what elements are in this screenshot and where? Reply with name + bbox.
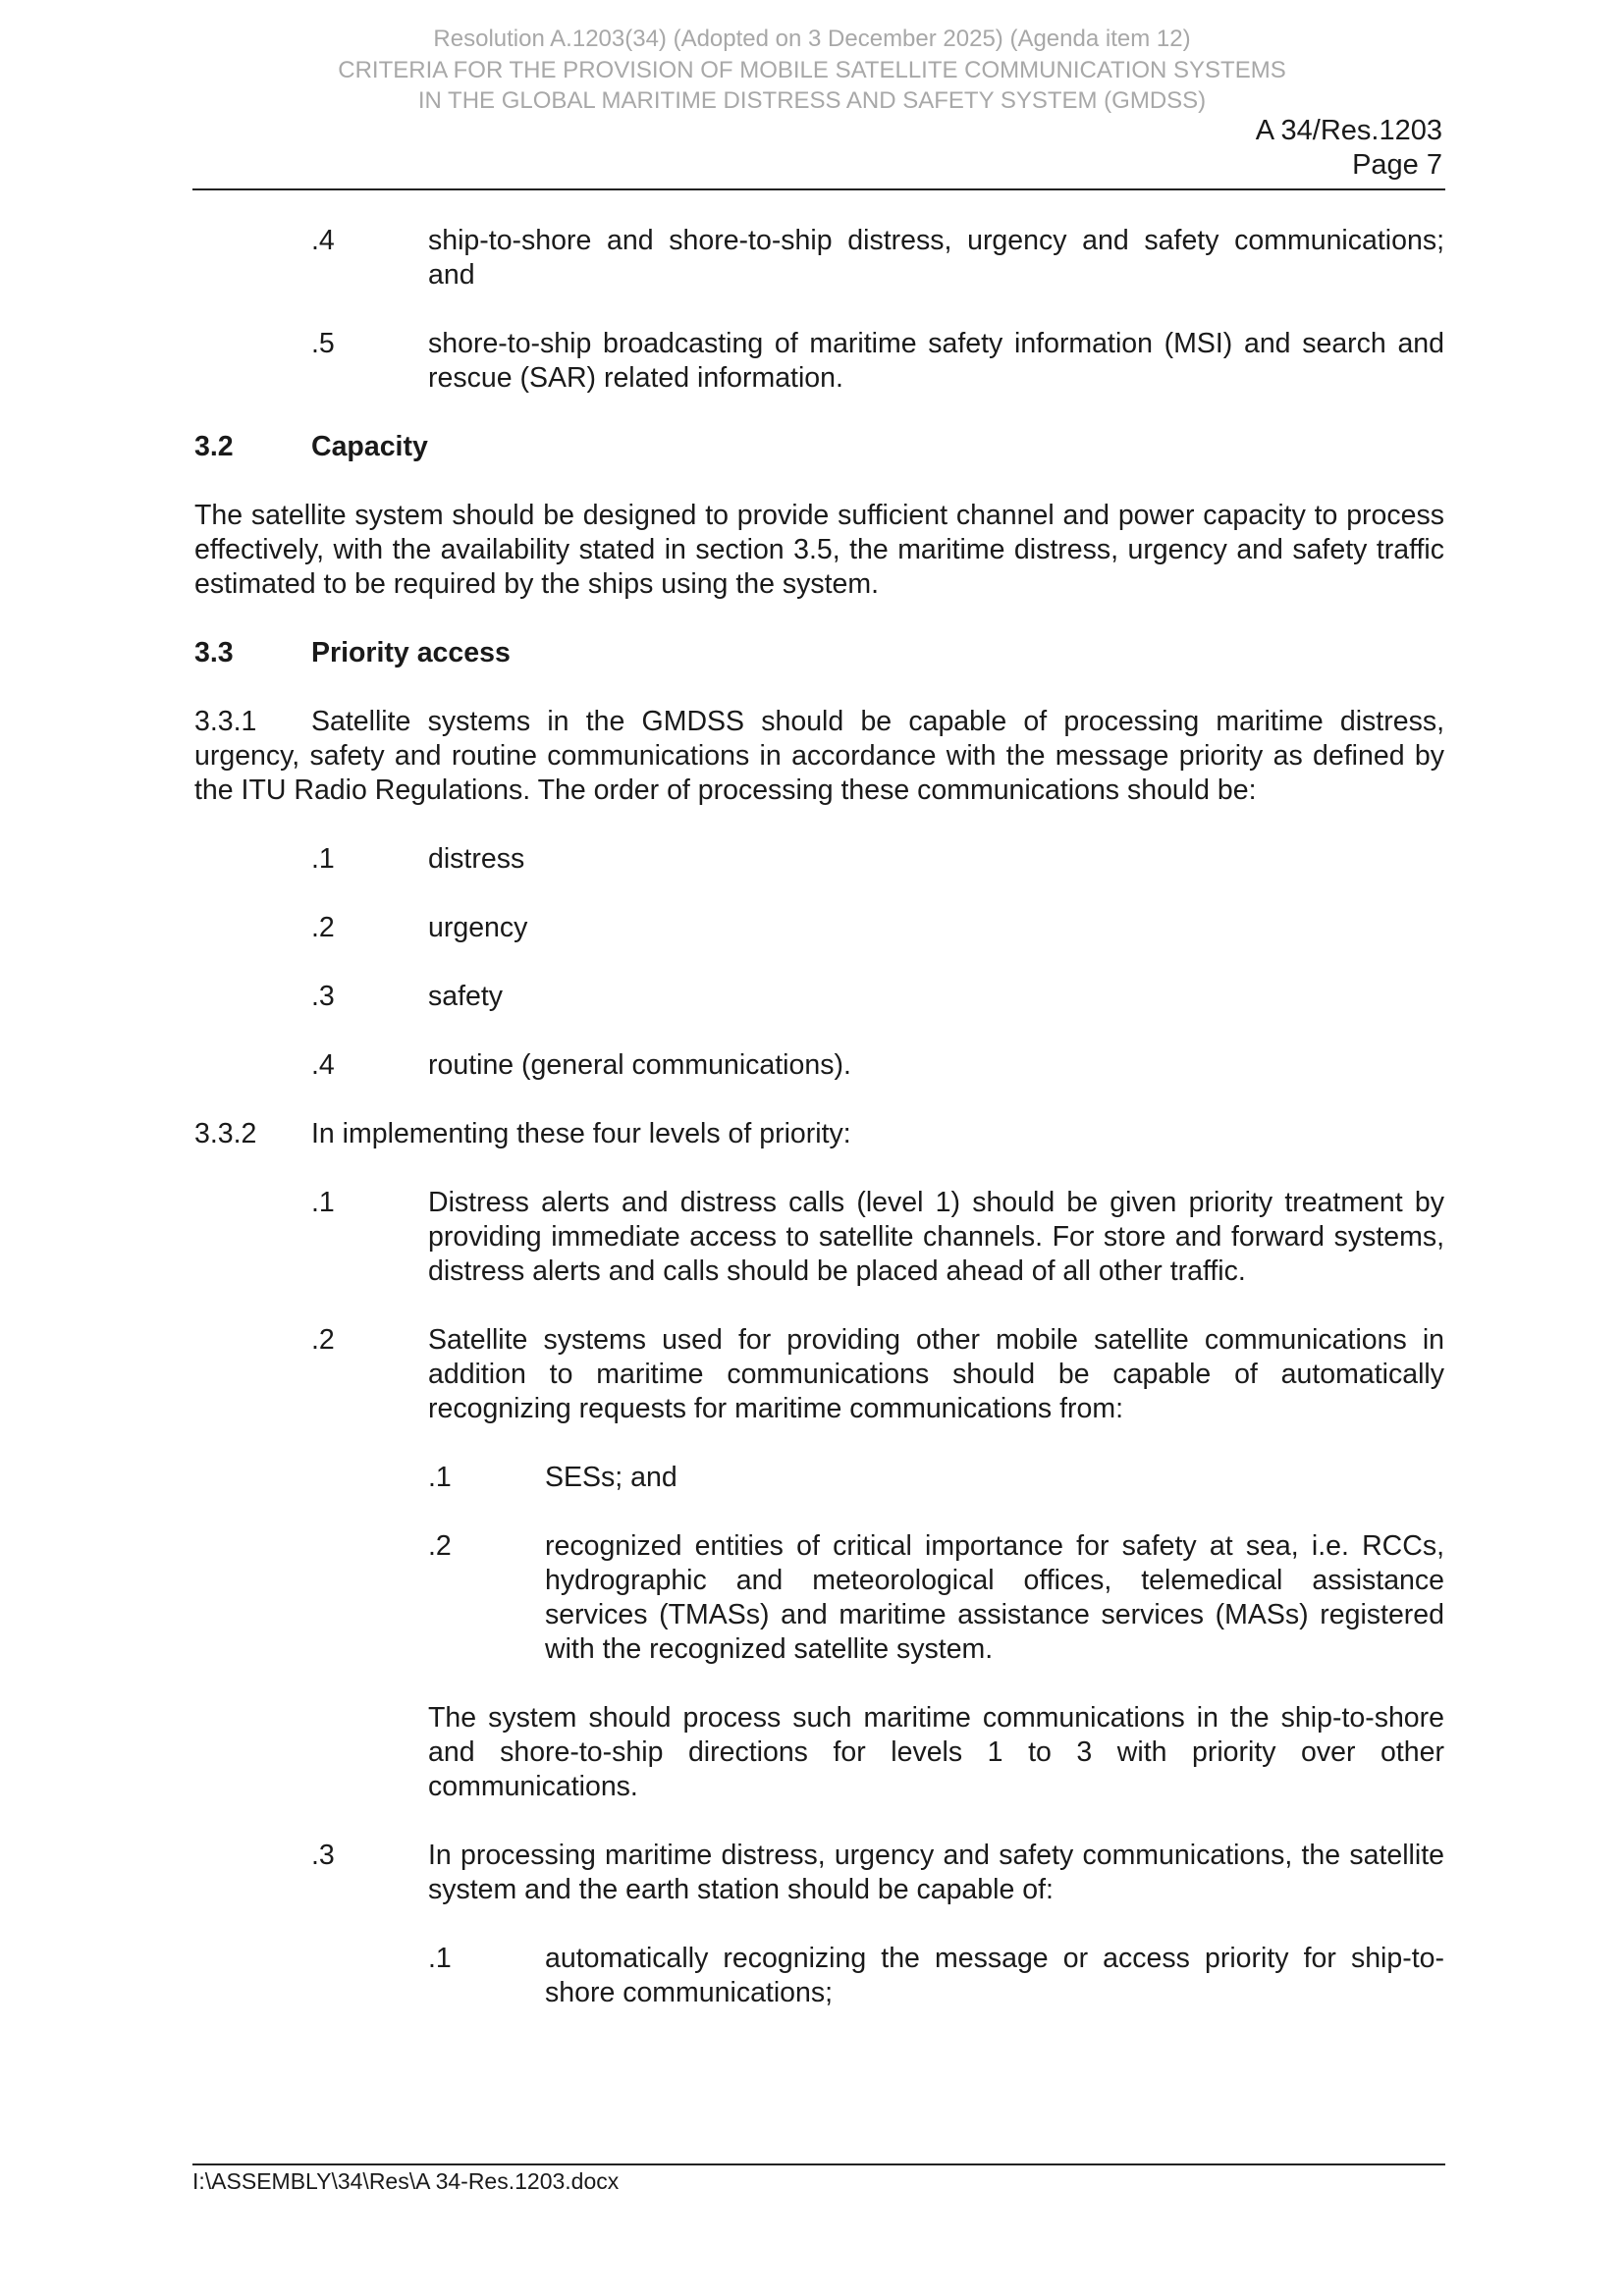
item-number: .2 bbox=[311, 1324, 335, 1356]
list-item bbox=[194, 224, 1444, 293]
document-reference: A 34/Res.1203 bbox=[1255, 115, 1442, 146]
item-number: .1 bbox=[428, 1462, 452, 1493]
sub-list-item bbox=[194, 1461, 1444, 1495]
resolution-watermark bbox=[0, 24, 1624, 117]
section-number: 3.3 bbox=[194, 637, 234, 668]
item-text: recognized entities of critical importance for safety at sea, i.e. RCCs, hydrographic and meteorological offices, telemedical assistance services (TMASs) and maritime assistance services (MASs) registered with the recognized satellite system. bbox=[545, 1530, 1444, 1665]
continuation-paragraph: The system should process such maritime communications in the ship-to-shore and shore-to-ship directions for levels 1 to 3 with priority over other communications. bbox=[428, 1702, 1444, 1802]
section-title: Capacity bbox=[311, 431, 428, 462]
page-header bbox=[1256, 114, 1442, 183]
item-text: Distress alerts and distress calls (level 1) should be given priority treatment by providing immediate access to satellite channels. For store and forward systems, distress alerts and calls should be placed ahead of all other traffic. bbox=[428, 1187, 1444, 1287]
list-item bbox=[194, 1839, 1444, 1907]
watermark-line-3: IN THE GLOBAL MARITIME DISTRESS AND SAFETY SYSTEM (GMDSS) bbox=[417, 87, 1207, 114]
item-text: routine (general communications). bbox=[428, 1049, 851, 1081]
item-text: Satellite systems used for providing other mobile satellite communications in addition to maritime communications should be capable of automatically recognizing requests for maritime communications from: bbox=[428, 1324, 1444, 1424]
item-number: .2 bbox=[311, 912, 335, 943]
item-text: In processing maritime distress, urgency and safety communications, the satellite system and the earth station should be capable of: bbox=[428, 1840, 1444, 1905]
paragraph-text: Satellite systems in the GMDSS should be capable of processing maritime distress, urgency, safety and routine communications in accordance with the message priority as defined by the ITU Radio Regulations. The order of processing these communications should be: bbox=[194, 706, 1444, 806]
item-number: .4 bbox=[311, 1049, 335, 1081]
list-item bbox=[194, 1186, 1444, 1289]
sub-list-item bbox=[194, 1529, 1444, 1667]
list-item bbox=[194, 327, 1444, 396]
document-body bbox=[194, 224, 1444, 2010]
watermark-line-2: CRITERIA FOR THE PROVISION OF MOBILE SATELLITE COMMUNICATION SYSTEMS bbox=[338, 56, 1286, 83]
item-text: safety bbox=[428, 981, 504, 1012]
item-number: .4 bbox=[311, 225, 335, 256]
list-item bbox=[194, 1048, 1444, 1083]
sub-list-item bbox=[194, 1942, 1444, 2010]
paragraph-text: In implementing these four levels of priority: bbox=[311, 1118, 851, 1149]
section-number: 3.2 bbox=[194, 431, 234, 462]
item-text: shore-to-ship broadcasting of maritime safety information (MSI) and search and rescue (SAR) related information. bbox=[428, 328, 1444, 394]
item-number: .3 bbox=[311, 981, 335, 1012]
list-item bbox=[194, 1323, 1444, 1426]
list-item bbox=[194, 980, 1444, 1014]
watermark-line-1: Resolution A.1203(34) (Adopted on 3 December 2025) (Agenda item 12) bbox=[433, 26, 1191, 52]
item-text: SESs; and bbox=[545, 1462, 677, 1493]
header-divider bbox=[192, 188, 1445, 190]
paragraph-number: 3.3.1 bbox=[194, 706, 257, 737]
section-heading bbox=[194, 430, 1444, 464]
item-number: .1 bbox=[428, 1943, 452, 1974]
item-number: .5 bbox=[311, 328, 335, 359]
list-item bbox=[194, 911, 1444, 945]
list-item bbox=[194, 842, 1444, 877]
item-number: .1 bbox=[311, 1187, 335, 1218]
item-text: urgency bbox=[428, 912, 528, 943]
section-title: Priority access bbox=[311, 637, 511, 668]
footer-divider bbox=[192, 2163, 1445, 2165]
item-text: distress bbox=[428, 843, 525, 875]
item-number: .2 bbox=[428, 1530, 452, 1562]
paragraph-number: 3.3.2 bbox=[194, 1118, 257, 1149]
item-text: ship-to-shore and shore-to-ship distress, urgency and safety communications; and bbox=[428, 225, 1444, 291]
item-number: .1 bbox=[311, 843, 335, 875]
paragraph: The satellite system should be designed to provide sufficient channel and power capacity to process effectively, with the availability stated in section 3.5, the maritime distress, urgency and safety traffic estimated to be required by the ships using the system. bbox=[194, 500, 1444, 600]
numbered-paragraph bbox=[194, 1117, 1444, 1151]
page-number: Page 7 bbox=[1352, 149, 1442, 181]
item-text: automatically recognizing the message or access priority for ship-to-shore communications; bbox=[545, 1943, 1444, 2008]
numbered-paragraph bbox=[194, 705, 1444, 808]
footer-file-path: I:\ASSEMBLY\34\Res\A 34-Res.1203.docx bbox=[192, 2168, 620, 2194]
item-number: .3 bbox=[311, 1840, 335, 1871]
section-heading bbox=[194, 636, 1444, 670]
